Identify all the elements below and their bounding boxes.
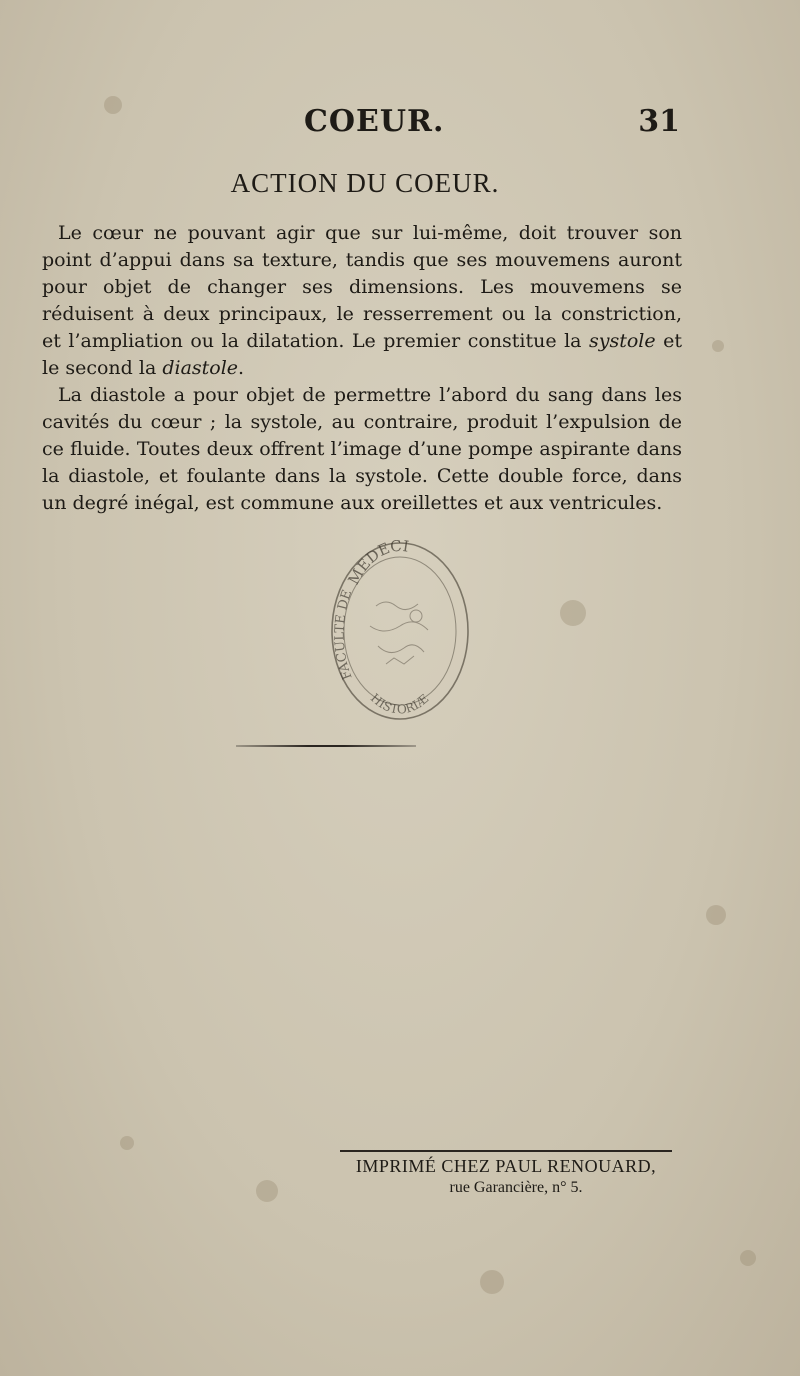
foxing-speck [120,1136,134,1150]
page-number: 31 [638,104,680,139]
term-diastole: diastole [162,357,239,379]
body-text [42,220,682,517]
term-systole: systole [588,330,656,352]
paragraph-1-end: . [238,357,245,379]
printer-imprint [340,1156,672,1197]
running-head-title: COEUR. [304,104,445,139]
stamp-bottom-text: HISTORIÆ [367,690,432,717]
imprint-line-2: rue Garancière, n° 5. [449,1179,583,1196]
imprint-rule [340,1150,672,1152]
stamp-side-text: FACULTE DE [332,587,356,682]
foxing-speck [712,340,724,352]
section-title: ACTION DU COEUR. [230,168,500,198]
paragraph-1 [42,220,682,382]
foxing-speck [560,600,586,626]
foxing-speck [104,96,122,114]
paragraph-2: La diastole a pour objet de permettre l’abord du sang dans les cavités du cœur ; la systole, au contraire, produit l’expulsion de ce fluide. Toutes deux offrent l’image d’une pompe aspirante dans la diastole, et foulante dans la systole. Cette double force, dans un degré inégal, est commune aux oreillettes et aux ventricules. [42,384,682,514]
stamp-emblem [370,602,428,664]
foxing-speck [480,1270,504,1294]
library-stamp [326,536,474,726]
stamp-top-text: MEDECI [344,536,411,588]
paragraph-1-text: Le cœur ne pouvant agir que sur lui-même, doit trouver son point d’appui dans sa texture, tandis que ses mouvemens auront pour objet de changer ses dimensions. Les mouvemens se réduisent à deux principaux, le resserrement ou la constriction, et l’ampliation ou la dilatation. Le premier constitue la [42,222,682,352]
decorative-rule [236,745,416,747]
paragraph-1-text-middle: et le second la [42,330,682,379]
foxing-speck [706,905,726,925]
foxing-speck [256,1180,278,1202]
foxing-speck [740,1250,756,1266]
running-head [300,104,680,144]
imprint-line-1: IMPRIMÉ CHEZ PAUL RENOUARD, [355,1156,657,1176]
